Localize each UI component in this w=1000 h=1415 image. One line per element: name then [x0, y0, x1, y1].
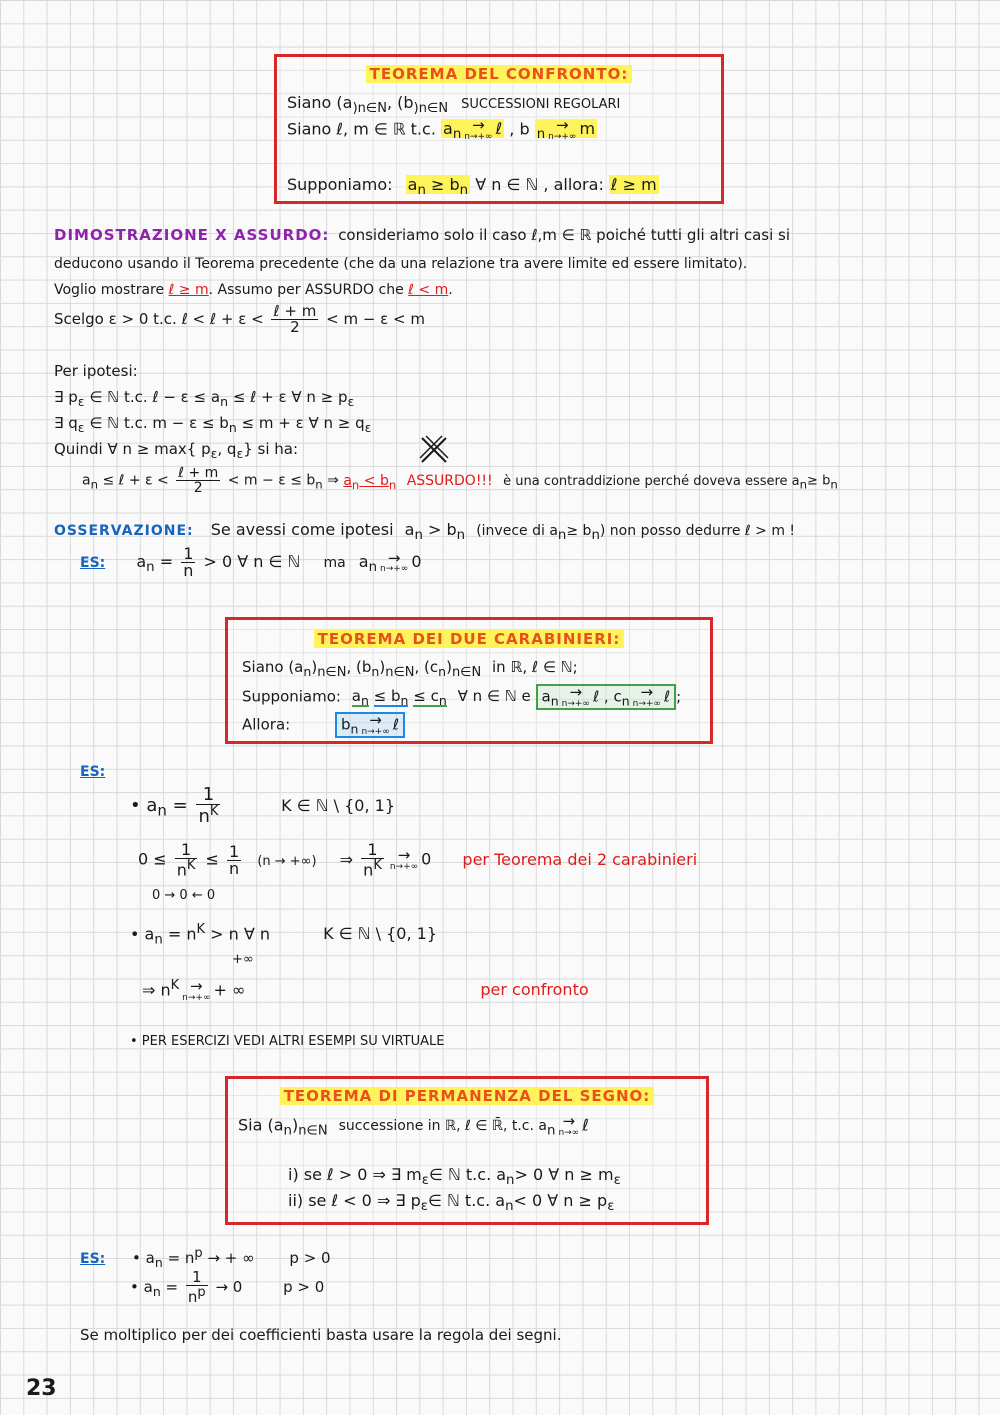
hypothesis-line-p: ∃ $p_\varepsilon$ ∈ ℕ t.c. ℓ − $\varepsilon \le a_n$ ≤ ℓ + ε ∀ $n \ge p_\varepsilon$: [54, 388, 355, 409]
proof-line3: Voglio mostrare ℓ ≥ m. Assumo per ASSURDO che ℓ < m.: [54, 282, 453, 298]
example2-bullet5: • PER ESERCIZI VEDI ALTRI ESEMPI SU VIRTUALE: [130, 1034, 445, 1049]
theorem-confronto-line3: Supponiamo: $a_n \ge b_n$ ∀ n ∈ ℕ , allora: ℓ ≥ m: [287, 175, 657, 199]
proof-label: DIMOSTRAZIONE X ASSURDO:: [54, 226, 330, 244]
theorem-permanenza-case1: i) se ℓ > 0 ⇒ ∃ $m_\varepsilon\in$ ℕ t.c. $a_n> 0$ ∀ $n \ge m_\varepsilon$: [288, 1165, 621, 1189]
theorem-confronto-line2: Siano ℓ, m ∈ ℝ t.c. $a_n$ → n→+∞ ℓ , b $_n$ → n→+∞ m: [287, 116, 596, 143]
hypothesis-line-max: Quindi ∀ n ≥ max{ $p_\varepsilon$, $q_\varepsilon$} si ha:: [54, 440, 299, 461]
observation-example: ES: $a_n$ = $\frac{1}{n}$ > 0 ∀ n ∈ ℕ ma $a_n$ → n→+∞ 0: [80, 544, 422, 580]
page-number: 23: [26, 1376, 57, 1401]
limits-green-box: $a_n$ → n→+∞ ℓ , $c_n$ → n→+∞ ℓ: [536, 684, 677, 710]
example2-bullet3: • $a_n = n^K > n$ ∀ n K ∈ ℕ \ {0, 1}: [130, 922, 437, 948]
hypothesis-title: Per ipotesi:: [54, 362, 138, 380]
theorem-carabinieri-title: TEOREMA DEI DUE CARABINIERI:: [228, 630, 710, 648]
theorem-confronto-box: [274, 54, 724, 204]
example2-bullet4: ⇒ $n^K$ → n→+∞ + ∞ per confronto: [142, 977, 589, 1003]
example2-bullet1: • $a_n$ = $\frac{1}{n^K}$ K ∈ ℕ \ {0, 1}: [130, 784, 396, 827]
closing-note: Se moltiplico per dei coefficienti basta usare la regola dei segni.: [80, 1326, 562, 1344]
theorem-confronto-title: TEOREMA DEL CONFRONTO:: [277, 65, 721, 83]
example3-row1: ES: • $a_n = n^p$ → + ∞ p > 0: [80, 1246, 331, 1270]
example-label: ES:: [80, 555, 106, 571]
theorem-confronto-line1: Siano ($a_{)n\in N}$, ($b_{)n\in N}$ SUCCESSIONI REGOLARI: [287, 93, 621, 117]
conclusion-blue-box: $b_n$ → n→+∞ ℓ: [335, 712, 405, 738]
theorem-carabinieri-box: [225, 617, 713, 744]
example2-bullet2: 0 ≤ $\frac{1}{n^K}$ ≤ $\frac{1}{n}$ (n → +∞) ⇒ $\frac{1}{n^K}$ → n→+∞ 0 per Teorema dei 2 carabinieri: [138, 840, 698, 880]
theorem-permanenza-line1: Sia $(a_n)_{n\in N}$ successione in ℝ, ℓ ∈ ℝ̄, t.c. $a_n$ → n→∞ ℓ: [238, 1112, 589, 1139]
contradiction-line: $a_n$ ≤ ℓ + ε < $\frac{\text{ℓ + m}}{2}$ < $m - \varepsilon \le b_n$ ⇒ $a_n < b_n$ ASSURDO!!! è una contraddizione perché doveva essere $a_n\ge b_n$: [82, 465, 838, 496]
example3-label: ES:: [80, 1251, 106, 1267]
theorem-permanenza-case2: ii) se ℓ < 0 ⇒ ∃ $p_\varepsilon\in$ ℕ t.c. $a_n< 0$ ∀ $n \ge p_\varepsilon$: [288, 1191, 615, 1215]
observation-label: OSSERVAZIONE:: [54, 523, 194, 539]
proof-line4: Scelgo ε > 0 t.c. ℓ < ℓ + ε < $\frac{\text{ℓ + m}}{2}$ < m − ε < m: [54, 302, 426, 336]
theorem-carabinieri-line1: Siano $(a_n)_{n\in N}$, $(b_n)_{n\in N}$, $(c_n)_{n\in N}$ in ℝ, ℓ ∈ ℕ;: [242, 658, 578, 680]
example3-row2: • $a_n$ = $\frac{1}{n^p}$ → 0 p > 0: [130, 1268, 325, 1306]
example2-label: ES:: [80, 764, 106, 780]
example2-squeeze-arrows: 0 → 0 ← 0: [152, 888, 216, 903]
theorem-carabinieri-line3: Allora: $b_n$ → n→+∞ ℓ: [242, 712, 405, 738]
theorem-permanenza-box: [225, 1076, 709, 1225]
theorem-carabinieri-line2: Supponiamo: $a_n \le b_n \le c_n$ ∀ n ∈ ℕ e $a_n$ → n→+∞ ℓ , $c_n$ → n→+∞ ℓ ;: [242, 683, 682, 709]
observation-line: OSSERVAZIONE: Se avessi come ipotesi $a_n > b_n$ (invece di $a_n\ge b_n$) non posso dedurre ℓ > m !: [54, 520, 796, 544]
proof-line2: deducono usando il Teorema precedente (che da una relazione tra avere limite ed essere limitato).: [54, 256, 748, 272]
crossed-lines-icon: [418, 434, 450, 466]
hypothesis-line-q: ∃ $q_\varepsilon$ ∈ ℕ t.c. $m - \varepsilon \le b_n \le m + \varepsilon$ ∀ $n \ge q_\varepsilon$: [54, 414, 372, 435]
example2-arrow-infinity: +∞: [232, 952, 254, 967]
theorem-permanenza-title: TEOREMA DI PERMANENZA DEL SEGNO:: [228, 1087, 706, 1105]
proof-line1: DIMOSTRAZIONE X ASSURDO: consideriamo solo il caso ℓ,m ∈ ℝ poiché tutti gli altri casi si: [54, 226, 791, 244]
